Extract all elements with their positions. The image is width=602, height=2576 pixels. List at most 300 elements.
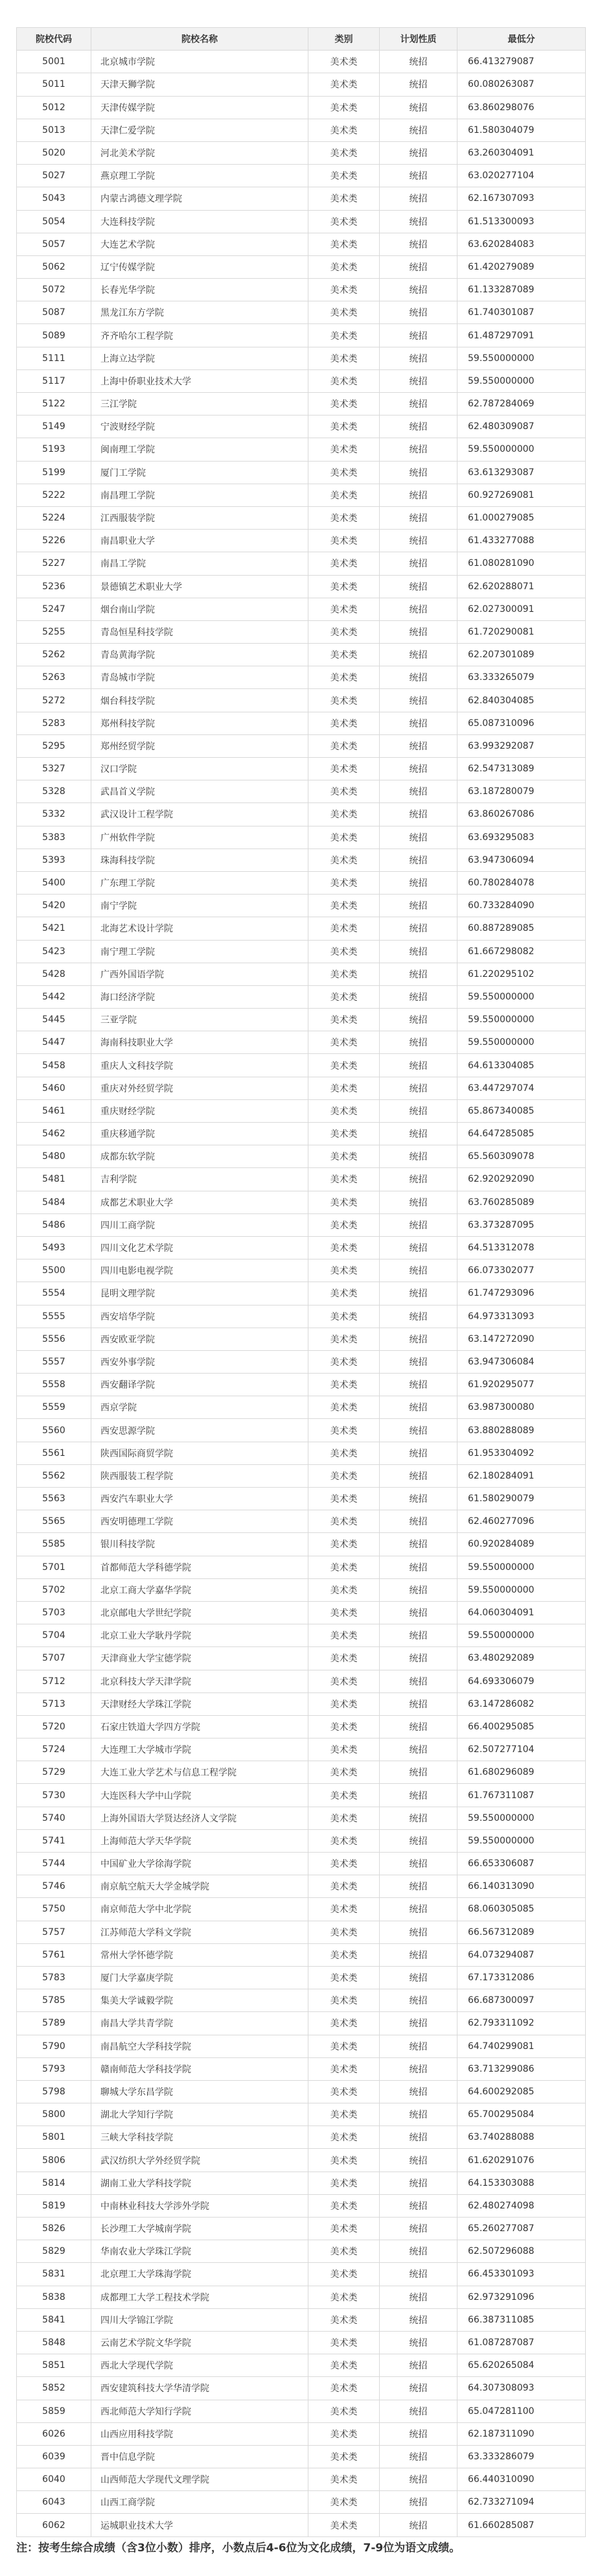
school-name-cell: 大连科技学院 <box>91 211 308 233</box>
category-cell: 美术类 <box>308 370 380 392</box>
school-code-cell: 5224 <box>17 507 91 529</box>
table-row <box>17 1488 586 1510</box>
table-row <box>17 895 586 917</box>
school-name-cell: 宁波财经学院 <box>91 416 308 438</box>
category-cell: 美术类 <box>308 2263 380 2285</box>
school-name-cell: 重庆人文科技学院 <box>91 1054 308 1076</box>
min-score-cell: 61.133287089 <box>457 279 586 301</box>
school-name-cell: 长春光华学院 <box>91 279 308 301</box>
min-score-cell: 61.433277088 <box>457 530 586 552</box>
school-name-cell: 燕京理工学院 <box>91 165 308 187</box>
table-row <box>17 917 586 940</box>
category-cell: 美术类 <box>308 119 380 141</box>
school-name-cell: 北京科技大学天津学院 <box>91 1670 308 1692</box>
table-row <box>17 1967 586 1989</box>
min-score-cell: 59.550000000 <box>457 438 586 460</box>
table-row <box>17 2195 586 2218</box>
plan-type-cell: 统招 <box>380 1761 457 1783</box>
school-name-cell: 北海艺术设计学院 <box>91 917 308 939</box>
table-row <box>17 1830 586 1853</box>
min-score-cell: 61.513300093 <box>457 211 586 233</box>
table-row <box>17 1123 586 1145</box>
school-name-cell: 北京工商大学嘉华学院 <box>91 1579 308 1601</box>
plan-type-cell: 统招 <box>380 1579 457 1601</box>
school-code-cell: 5757 <box>17 1921 91 1943</box>
category-cell: 美术类 <box>308 1579 380 1601</box>
category-cell: 美术类 <box>308 895 380 917</box>
min-score-cell: 64.600292085 <box>457 2081 586 2103</box>
min-score-cell: 61.487297091 <box>457 324 586 346</box>
school-name-cell: 晋中信息学院 <box>91 2446 308 2468</box>
category-cell: 美术类 <box>308 1647 380 1669</box>
table-row <box>17 1875 586 1898</box>
school-name-cell: 集美大学诚毅学院 <box>91 1989 308 2011</box>
plan-type-cell: 统招 <box>380 1328 457 1350</box>
school-code-cell: 5062 <box>17 256 91 278</box>
table-row <box>17 552 586 575</box>
school-name-cell: 石家庄铁道大学四方学院 <box>91 1716 308 1738</box>
school-code-cell: 5798 <box>17 2081 91 2103</box>
table-row <box>17 1761 586 1784</box>
school-code-cell: 5729 <box>17 1761 91 1783</box>
category-cell: 美术类 <box>308 941 380 963</box>
plan-type-cell: 统招 <box>380 1556 457 1578</box>
school-name-cell: 北京工业大学耿丹学院 <box>91 1624 308 1646</box>
min-score-cell: 59.550000000 <box>457 986 586 1008</box>
table-row <box>17 1510 586 1533</box>
school-code-cell: 5236 <box>17 576 91 598</box>
school-name-cell: 南昌职业大学 <box>91 530 308 552</box>
plan-type-cell: 统招 <box>380 2172 457 2194</box>
min-score-cell: 64.613304085 <box>457 1054 586 1076</box>
table-header-row <box>17 28 586 51</box>
school-name-cell: 四川大学锦江学院 <box>91 2309 308 2331</box>
plan-type-cell: 统招 <box>380 1602 457 1624</box>
min-score-cell: 62.167307093 <box>457 187 586 209</box>
school-code-cell: 5486 <box>17 1214 91 1236</box>
table-row <box>17 689 586 712</box>
school-code-cell: 5565 <box>17 1510 91 1532</box>
school-name-cell: 重庆移通学院 <box>91 1123 308 1145</box>
min-score-cell: 64.973313093 <box>457 1306 586 1328</box>
category-cell: 美术类 <box>308 1533 380 1555</box>
table-row <box>17 1807 586 1830</box>
plan-type-cell: 统招 <box>380 2081 457 2103</box>
min-score-cell: 66.400295085 <box>457 1716 586 1738</box>
school-code-cell: 6043 <box>17 2491 91 2513</box>
school-code-cell: 5712 <box>17 1670 91 1692</box>
plan-type-cell: 统招 <box>380 1716 457 1738</box>
table-row <box>17 233 586 256</box>
min-score-cell: 62.620288071 <box>457 576 586 598</box>
category-cell: 美术类 <box>308 1465 380 1487</box>
plan-type-cell: 统招 <box>380 1488 457 1510</box>
category-cell: 美术类 <box>308 1670 380 1692</box>
table-row <box>17 256 586 279</box>
school-code-cell: 5720 <box>17 1716 91 1738</box>
category-cell: 美术类 <box>308 1145 380 1167</box>
school-name-cell: 湖北大学知行学院 <box>91 2103 308 2125</box>
table-row <box>17 2035 586 2058</box>
school-name-cell: 北京邮电大学世纪学院 <box>91 1602 308 1624</box>
school-code-cell: 5557 <box>17 1351 91 1373</box>
school-code-cell: 5462 <box>17 1123 91 1145</box>
min-score-cell: 64.307308093 <box>457 2377 586 2399</box>
category-cell: 美术类 <box>308 507 380 529</box>
school-name-cell: 成都艺术职业大学 <box>91 1191 308 1213</box>
table-row <box>17 370 586 393</box>
plan-type-cell: 统招 <box>380 1624 457 1646</box>
table-row <box>17 1054 586 1077</box>
category-cell: 美术类 <box>308 1077 380 1099</box>
min-score-cell: 62.480309087 <box>457 416 586 438</box>
table-row <box>17 2012 586 2035</box>
min-score-cell: 63.333265079 <box>457 666 586 688</box>
category-cell: 美术类 <box>308 917 380 939</box>
table-row <box>17 1647 586 1670</box>
category-cell: 美术类 <box>308 2514 380 2536</box>
plan-type-cell: 统招 <box>380 2354 457 2376</box>
min-score-cell: 66.653306087 <box>457 1853 586 1875</box>
category-cell: 美术类 <box>308 279 380 301</box>
table-row <box>17 576 586 598</box>
min-score-cell: 60.887289085 <box>457 917 586 939</box>
min-score-cell: 61.720290081 <box>457 621 586 643</box>
school-name-cell: 闽南理工学院 <box>91 438 308 460</box>
category-cell: 美术类 <box>308 2423 380 2445</box>
school-code-cell: 5783 <box>17 1967 91 1989</box>
school-code-cell: 5013 <box>17 119 91 141</box>
table-row <box>17 1214 586 1237</box>
school-name-cell: 上海立达学院 <box>91 347 308 369</box>
category-cell: 美术类 <box>308 2354 380 2376</box>
plan-type-cell: 统招 <box>380 393 457 415</box>
plan-type-cell: 统招 <box>380 1009 457 1031</box>
school-code-cell: 5741 <box>17 1830 91 1852</box>
plan-type-cell: 统招 <box>380 941 457 963</box>
min-score-cell: 61.580304079 <box>457 119 586 141</box>
school-name-cell: 陕西服装工程学院 <box>91 1465 308 1487</box>
school-code-cell: 5117 <box>17 370 91 392</box>
plan-type-cell: 统招 <box>380 211 457 233</box>
plan-type-cell: 统招 <box>380 2012 457 2034</box>
category-cell: 美术类 <box>308 2195 380 2217</box>
min-score-cell: 61.087287087 <box>457 2332 586 2354</box>
school-code-cell: 5746 <box>17 1875 91 1897</box>
school-name-cell: 天津商业大学宝德学院 <box>91 1647 308 1669</box>
school-name-cell: 天津仁爱学院 <box>91 119 308 141</box>
table-row <box>17 2514 586 2536</box>
plan-type-cell: 统招 <box>380 986 457 1008</box>
category-cell: 美术类 <box>308 2126 380 2148</box>
plan-type-cell: 统招 <box>380 1647 457 1669</box>
school-code-cell: 5327 <box>17 758 91 780</box>
table-row <box>17 1442 586 1465</box>
school-code-cell: 5255 <box>17 621 91 643</box>
category-cell: 美术类 <box>308 393 380 415</box>
school-name-cell: 烟台南山学院 <box>91 598 308 620</box>
category-cell: 美术类 <box>308 2058 380 2080</box>
category-cell: 美术类 <box>308 1396 380 1418</box>
min-score-cell: 61.667298082 <box>457 941 586 963</box>
category-cell: 美术类 <box>308 1214 380 1236</box>
plan-type-cell: 统招 <box>380 119 457 141</box>
school-code-cell: 6062 <box>17 2514 91 2536</box>
min-score-cell: 61.080281090 <box>457 552 586 574</box>
plan-type-cell: 统招 <box>380 803 457 825</box>
school-code-cell: 5247 <box>17 598 91 620</box>
category-cell: 美术类 <box>308 1716 380 1738</box>
plan-type-cell: 统招 <box>380 2377 457 2399</box>
table-row <box>17 1100 586 1123</box>
plan-type-cell: 统招 <box>380 1442 457 1464</box>
min-score-cell: 63.740288088 <box>457 2126 586 2148</box>
school-name-cell: 昆明文理学院 <box>91 1282 308 1304</box>
category-cell: 美术类 <box>308 1237 380 1259</box>
category-cell: 美术类 <box>308 689 380 711</box>
school-code-cell: 5707 <box>17 1647 91 1669</box>
min-score-cell: 63.613293087 <box>457 462 586 484</box>
min-score-cell: 65.560309078 <box>457 1145 586 1167</box>
min-score-cell: 66.073302077 <box>457 1259 586 1282</box>
table-row <box>17 1693 586 1716</box>
category-cell: 美术类 <box>308 1259 380 1282</box>
table-row <box>17 279 586 301</box>
plan-type-cell: 统招 <box>380 233 457 255</box>
header-min-score: 最低分 <box>457 28 586 50</box>
min-score-cell: 66.440310090 <box>457 2468 586 2490</box>
school-code-cell: 6026 <box>17 2423 91 2445</box>
min-score-cell: 62.480274098 <box>457 2195 586 2217</box>
school-name-cell: 南京师范大学中北学院 <box>91 1898 308 1920</box>
table-row <box>17 393 586 416</box>
plan-type-cell: 统招 <box>380 1921 457 1943</box>
plan-type-cell: 统招 <box>380 872 457 894</box>
category-cell: 美术类 <box>308 1898 380 1920</box>
table-row <box>17 644 586 666</box>
school-code-cell: 5859 <box>17 2400 91 2422</box>
plan-type-cell: 统招 <box>380 2423 457 2445</box>
footnote: 注：按考生综合成绩（含3位小数）排序，小数点后4-6位为文化成绩，7-9位为语文成绩。 <box>16 2542 461 2555</box>
school-code-cell: 5263 <box>17 666 91 688</box>
plan-type-cell: 统招 <box>380 484 457 506</box>
plan-type-cell: 统招 <box>380 2514 457 2536</box>
plan-type-cell: 统招 <box>380 1830 457 1852</box>
school-code-cell: 6039 <box>17 2446 91 2468</box>
category-cell: 美术类 <box>308 301 380 323</box>
school-code-cell: 5789 <box>17 2012 91 2034</box>
table-row <box>17 1191 586 1214</box>
header-school-name: 院校名称 <box>91 28 308 50</box>
school-code-cell: 5420 <box>17 895 91 917</box>
table-row <box>17 1579 586 1602</box>
school-code-cell: 5020 <box>17 142 91 164</box>
table-row <box>17 872 586 895</box>
category-cell: 美术类 <box>308 1031 380 1053</box>
min-score-cell: 68.060305085 <box>457 1898 586 1920</box>
min-score-cell: 62.460277096 <box>457 1510 586 1532</box>
table-row <box>17 484 586 507</box>
category-cell: 美术类 <box>308 1282 380 1304</box>
table-row <box>17 1624 586 1647</box>
plan-type-cell: 统招 <box>380 1077 457 1099</box>
table-row <box>17 1784 586 1807</box>
table-row <box>17 2126 586 2149</box>
school-name-cell: 山西工商学院 <box>91 2491 308 2513</box>
min-score-cell: 61.420279089 <box>457 256 586 278</box>
category-cell: 美术类 <box>308 666 380 688</box>
plan-type-cell: 统招 <box>380 2332 457 2354</box>
school-code-cell: 5814 <box>17 2172 91 2194</box>
category-cell: 美术类 <box>308 416 380 438</box>
category-cell: 美术类 <box>308 1989 380 2011</box>
plan-type-cell: 统招 <box>380 347 457 369</box>
min-score-cell: 61.220295102 <box>457 963 586 985</box>
category-cell: 美术类 <box>308 552 380 574</box>
min-score-cell: 63.333286079 <box>457 2446 586 2468</box>
min-score-cell: 62.180284091 <box>457 1465 586 1487</box>
category-cell: 美术类 <box>308 1853 380 1875</box>
plan-type-cell: 统招 <box>380 1237 457 1259</box>
school-name-cell: 黑龙江东方学院 <box>91 301 308 323</box>
category-cell: 美术类 <box>308 1054 380 1076</box>
category-cell: 美术类 <box>308 1693 380 1715</box>
school-name-cell: 大连医科大学中山学院 <box>91 1784 308 1806</box>
min-score-cell: 61.953304092 <box>457 1442 586 1464</box>
min-score-cell: 63.447297074 <box>457 1077 586 1099</box>
plan-type-cell: 统招 <box>380 1807 457 1829</box>
school-name-cell: 西安欧亚学院 <box>91 1328 308 1350</box>
school-code-cell: 5585 <box>17 1533 91 1555</box>
plan-type-cell: 统招 <box>380 1533 457 1555</box>
school-code-cell: 5087 <box>17 301 91 323</box>
min-score-cell: 61.620291076 <box>457 2149 586 2171</box>
school-name-cell: 辽宁传媒学院 <box>91 256 308 278</box>
school-code-cell: 5460 <box>17 1077 91 1099</box>
min-score-cell: 59.550000000 <box>457 1031 586 1053</box>
category-cell: 美术类 <box>308 2149 380 2171</box>
plan-type-cell: 统招 <box>380 2468 457 2490</box>
min-score-cell: 66.387311085 <box>457 2309 586 2331</box>
school-name-cell: 三亚学院 <box>91 1009 308 1031</box>
table-row <box>17 1989 586 2012</box>
school-code-cell: 5790 <box>17 2035 91 2057</box>
school-name-cell: 中国矿业大学徐海学院 <box>91 1853 308 1875</box>
school-name-cell: 北京城市学院 <box>91 51 308 73</box>
plan-type-cell: 统招 <box>380 1967 457 1989</box>
min-score-cell: 59.550000000 <box>457 1830 586 1852</box>
plan-type-cell: 统招 <box>380 2263 457 2285</box>
min-score-cell: 66.140313090 <box>457 1875 586 1897</box>
school-code-cell: 5400 <box>17 872 91 894</box>
school-name-cell: 四川文化艺术学院 <box>91 1237 308 1259</box>
school-name-cell: 上海外国语大学贤达经济人文学院 <box>91 1807 308 1829</box>
min-score-cell: 63.947306094 <box>457 849 586 871</box>
plan-type-cell: 统招 <box>380 416 457 438</box>
school-name-cell: 西北大学现代学院 <box>91 2354 308 2376</box>
category-cell: 美术类 <box>308 758 380 780</box>
category-cell: 美术类 <box>308 2081 380 2103</box>
plan-type-cell: 统招 <box>380 1031 457 1053</box>
min-score-cell: 63.880288089 <box>457 1419 586 1441</box>
school-code-cell: 5561 <box>17 1442 91 1464</box>
plan-type-cell: 统招 <box>380 917 457 939</box>
table-row <box>17 51 586 73</box>
category-cell: 美术类 <box>308 142 380 164</box>
category-cell: 美术类 <box>308 1100 380 1122</box>
header-plan-type: 计划性质 <box>380 28 457 50</box>
category-cell: 美术类 <box>308 780 380 802</box>
school-code-cell: 5072 <box>17 279 91 301</box>
table-row <box>17 2263 586 2286</box>
school-name-cell: 珠海科技学院 <box>91 849 308 871</box>
school-code-cell: 5713 <box>17 1693 91 1715</box>
plan-type-cell: 统招 <box>380 2446 457 2468</box>
school-name-cell: 厦门大学嘉庚学院 <box>91 1967 308 1989</box>
table-row <box>17 1739 586 1761</box>
table-row <box>17 1419 586 1442</box>
plan-type-cell: 统招 <box>380 963 457 985</box>
plan-type-cell: 统招 <box>380 1351 457 1373</box>
plan-type-cell: 统招 <box>380 2400 457 2422</box>
min-score-cell: 60.780284078 <box>457 872 586 894</box>
min-score-cell: 63.147286082 <box>457 1693 586 1715</box>
min-score-cell: 59.550000000 <box>457 1556 586 1578</box>
table-row <box>17 1374 586 1396</box>
school-name-cell: 天津天狮学院 <box>91 73 308 95</box>
min-score-cell: 63.147272090 <box>457 1328 586 1350</box>
table-row <box>17 165 586 187</box>
school-name-cell: 银川科技学院 <box>91 1533 308 1555</box>
table-row <box>17 1602 586 1624</box>
table-row <box>17 2332 586 2354</box>
min-score-cell: 63.987300080 <box>457 1396 586 1418</box>
school-name-cell: 南京航空航天大学金城学院 <box>91 1875 308 1897</box>
category-cell: 美术类 <box>308 1875 380 1897</box>
table-row <box>17 2103 586 2126</box>
category-cell: 美术类 <box>308 484 380 506</box>
min-score-cell: 63.947306084 <box>457 1351 586 1373</box>
admission-score-table <box>16 27 586 2537</box>
plan-type-cell: 统招 <box>380 1396 457 1418</box>
table-body <box>17 51 586 2536</box>
header-category: 类别 <box>308 28 380 50</box>
school-code-cell: 5761 <box>17 1944 91 1966</box>
school-name-cell: 西安明德理工学院 <box>91 1510 308 1532</box>
table-row <box>17 1351 586 1374</box>
category-cell: 美术类 <box>308 211 380 233</box>
school-code-cell: 5226 <box>17 530 91 552</box>
min-score-cell: 63.260304091 <box>457 142 586 164</box>
min-score-cell: 61.000279085 <box>457 507 586 529</box>
table-row <box>17 780 586 803</box>
school-code-cell: 5703 <box>17 1602 91 1624</box>
plan-type-cell: 统招 <box>380 142 457 164</box>
school-code-cell: 5724 <box>17 1739 91 1761</box>
plan-type-cell: 统招 <box>380 2240 457 2262</box>
table-row <box>17 758 586 780</box>
plan-type-cell: 统招 <box>380 1739 457 1761</box>
min-score-cell: 63.620284083 <box>457 233 586 255</box>
table-row <box>17 735 586 758</box>
category-cell: 美术类 <box>308 872 380 894</box>
table-row <box>17 1031 586 1054</box>
school-name-cell: 上海中侨职业技术大学 <box>91 370 308 392</box>
table-row <box>17 1237 586 1259</box>
school-name-cell: 景德镇艺术职业大学 <box>91 576 308 598</box>
table-row <box>17 2354 586 2377</box>
category-cell: 美术类 <box>308 1967 380 1989</box>
